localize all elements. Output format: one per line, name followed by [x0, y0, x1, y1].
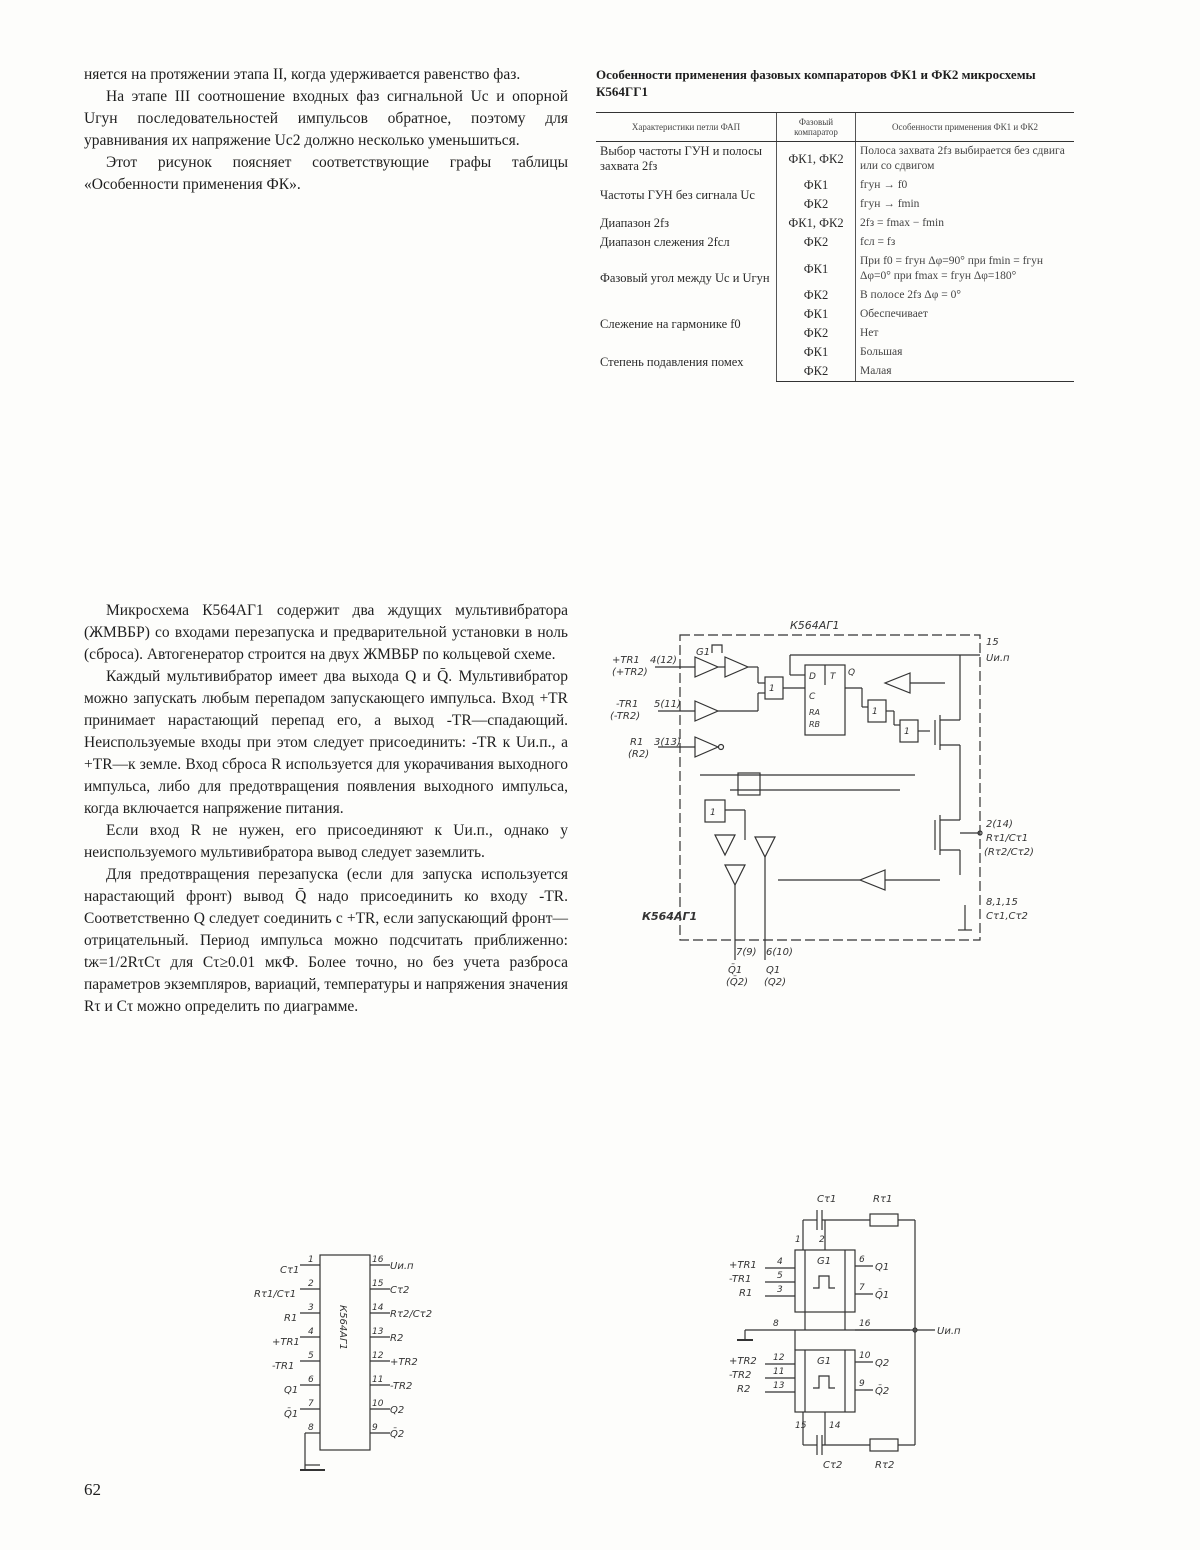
- label-cap: Cτ2: [823, 1460, 843, 1471]
- pin: [254, 1279, 320, 1300]
- label-input: (R2): [628, 749, 650, 760]
- svg-text:Uи.п: Uи.п: [390, 1261, 414, 1272]
- label-pin: 7(9): [736, 947, 757, 958]
- label-pin: 12: [773, 1353, 785, 1363]
- label-output: Q1: [875, 1262, 890, 1273]
- pin: [370, 1255, 414, 1272]
- label-pin: 6(10): [766, 947, 793, 958]
- svg-text:5: 5: [308, 1351, 314, 1361]
- pin: [284, 1399, 320, 1420]
- label-pin: 13: [773, 1381, 785, 1391]
- table-cell: Диапазон 2fз: [600, 216, 670, 230]
- label-output: Q̄2: [875, 1386, 890, 1397]
- table-header-row: [596, 113, 1074, 142]
- pin: [370, 1423, 404, 1440]
- label-output: Q̄1: [875, 1290, 890, 1301]
- table-row: [596, 252, 1074, 286]
- pinout-diagram: [250, 1245, 470, 1480]
- gate-label: 1: [872, 707, 878, 717]
- gate-label: 1: [904, 727, 910, 737]
- label-pin: 3(13): [654, 737, 681, 748]
- label-rc: Cτ1,Cτ2: [986, 911, 1028, 922]
- label-input: (-TR2): [610, 711, 641, 722]
- chip-body: [320, 1255, 370, 1450]
- label-pin: 7: [859, 1283, 865, 1293]
- label-output: Q̄1: [728, 965, 743, 976]
- label-pin: 8: [773, 1319, 779, 1329]
- label-cap: Cτ1: [817, 1194, 837, 1205]
- table-cell: ФК2: [777, 233, 856, 252]
- inverter-symbol: [860, 870, 885, 890]
- label-input: -TR1: [729, 1274, 752, 1285]
- svg-text:7: 7: [308, 1399, 314, 1409]
- pulse-icon: [813, 1276, 835, 1288]
- label-g1: G1: [817, 1356, 832, 1367]
- diagram-title: К564АГ1: [790, 619, 840, 632]
- pin: [305, 1423, 320, 1470]
- ff-label: Q: [848, 668, 856, 678]
- label-pin: 2(14): [986, 819, 1013, 830]
- label-input: +TR1: [729, 1260, 757, 1271]
- inverter-symbol: [725, 865, 745, 885]
- svg-text:Rτ1/Cτ1: Rτ1/Cτ1: [254, 1289, 297, 1300]
- svg-text:Q2: Q2: [390, 1405, 405, 1416]
- table-cell: Слежение на гармонике f0: [600, 316, 741, 331]
- label-output: (Q̄2): [726, 977, 749, 988]
- ff-label: C: [809, 692, 816, 702]
- pin: [284, 1375, 320, 1396]
- right-pins: [370, 1255, 432, 1440]
- text-block-top: [84, 64, 568, 196]
- pin: [370, 1303, 432, 1320]
- table-cell: Малая: [856, 362, 1075, 382]
- chip-label: К564АГ1: [337, 1305, 348, 1350]
- label-supply: Uи.п: [986, 653, 1010, 664]
- svg-text:13: 13: [372, 1327, 384, 1337]
- label-pin: 14: [829, 1421, 841, 1431]
- label-pin: 5: [777, 1271, 783, 1281]
- table-row: [596, 214, 1074, 233]
- table-cell: ФК2: [777, 324, 856, 343]
- block-diagram: [600, 615, 1080, 1000]
- label-pin: 16: [859, 1319, 871, 1329]
- table-cell: Диапазон слежения 2fсл: [600, 235, 730, 249]
- paragraph: Для предотвращения перезапуска (если для запуска используется нарастающий фронт) вывод Q̄ надо присоединить ко входу -TR. Соответственно Q следует соединить с +TR, если запускающий фронт—отрицательный. Период импульса можно подсчитать приближенно: tж=1/2RτCτ для Cτ≥0.01 мкФ. Более точно, но без учета разброса параметров экземпляров, вариаций, температуры и напряжения значения Rτ и Cτ можно определить по диаграмме.: [84, 866, 568, 1015]
- table-header: Особенности применения ФК1 и ФК2: [856, 113, 1075, 142]
- label-pin: 4(12): [650, 655, 677, 666]
- svg-text:14: 14: [372, 1303, 384, 1313]
- pin: [370, 1351, 418, 1368]
- pin: [370, 1375, 412, 1392]
- ff-label: T: [830, 672, 836, 682]
- buffer-symbol: [695, 701, 718, 721]
- pulse-icon: [712, 645, 722, 653]
- svg-text:Q̄2: Q̄2: [390, 1429, 405, 1440]
- pin: [370, 1399, 404, 1416]
- paragraph: Этот рисунок поясняет соответствующие графы таблицы «Особенности применения ФК».: [84, 154, 568, 193]
- inverter-symbol: [755, 837, 775, 857]
- table-cell: ФК1, ФК2: [777, 214, 856, 233]
- table-cell: В полосе 2fз Δφ = 0°: [856, 286, 1075, 305]
- features-table: [596, 112, 1074, 382]
- buffer-symbol: [695, 657, 718, 677]
- table-cell: fгун → f0: [856, 176, 1075, 195]
- label-pin: 9: [859, 1379, 865, 1389]
- svg-text:+TR1: +TR1: [272, 1337, 300, 1348]
- label-input: -TR2: [729, 1370, 752, 1381]
- table-cell: Выбор частоты ГУН и полосы захвата 2fз: [600, 144, 763, 173]
- table-row: [596, 142, 1074, 177]
- label-pin: 5(11): [654, 699, 681, 710]
- table-cell: Частоты ГУН без сигнала Uc: [600, 187, 755, 202]
- label-pin: 6: [859, 1255, 865, 1265]
- table-row: [596, 233, 1074, 252]
- svg-text:6: 6: [308, 1375, 314, 1385]
- svg-text:R1: R1: [284, 1313, 298, 1324]
- table-cell: При f0 = fгун Δφ=90° при fmin = fгун Δφ=0° при fmax = fгун Δφ=180°: [856, 252, 1075, 286]
- table-cell: ФК2: [777, 362, 856, 382]
- svg-text:Cτ1: Cτ1: [280, 1265, 300, 1276]
- table-cell: ФК1: [777, 176, 856, 195]
- svg-text:+TR2: +TR2: [390, 1357, 418, 1368]
- pin: [272, 1327, 320, 1348]
- resistor-symbol: [870, 1439, 898, 1451]
- label-g1: G1: [696, 647, 711, 658]
- label-input: R2: [737, 1384, 751, 1395]
- label-pin: 15: [986, 637, 999, 648]
- table-cell: ФК1: [777, 252, 856, 286]
- inverter-symbol: [715, 835, 735, 855]
- table-header: Фазовый компаратор: [777, 113, 856, 142]
- ff-label: RB: [809, 720, 821, 729]
- svg-text:1: 1: [308, 1255, 314, 1265]
- svg-text:12: 12: [372, 1351, 384, 1361]
- table-cell: ФК2: [777, 195, 856, 214]
- label-pin: 4: [777, 1257, 783, 1267]
- label-res: Rτ2: [875, 1460, 895, 1471]
- svg-text:16: 16: [372, 1255, 384, 1265]
- gate-label: 1: [710, 808, 716, 818]
- table-cell: ФК1: [777, 343, 856, 362]
- table-cell: Нет: [856, 324, 1075, 343]
- svg-text:Q1: Q1: [284, 1385, 299, 1396]
- svg-text:15: 15: [372, 1279, 384, 1289]
- table-cell: ФК1, ФК2: [777, 142, 856, 177]
- left-pins: [254, 1255, 320, 1470]
- buffer-symbol: [695, 737, 718, 757]
- text-block-middle: [84, 600, 568, 1018]
- label-output: Q2: [875, 1358, 890, 1369]
- resistor-symbol: [870, 1214, 898, 1226]
- label-pin: 1: [795, 1235, 801, 1245]
- svg-text:3: 3: [308, 1303, 314, 1313]
- label-pin: 8,1,15: [986, 897, 1018, 908]
- table-cell: fгун → fmin: [856, 195, 1075, 214]
- svg-text:11: 11: [372, 1375, 384, 1385]
- label-output: Q1: [766, 965, 781, 976]
- svg-text:4: 4: [308, 1327, 314, 1337]
- table-cell: Обеспечивает: [856, 305, 1075, 324]
- svg-text:-TR2: -TR2: [390, 1381, 413, 1392]
- label-output: (Q2): [764, 977, 787, 988]
- inverter-symbol: [885, 673, 910, 693]
- gate-label: 1: [769, 684, 775, 694]
- table-cell: Степень подавления помех: [600, 354, 744, 369]
- pin: [284, 1303, 320, 1324]
- pin: [370, 1279, 409, 1296]
- table-cell: Фазовый угол между Uc и Uгун: [600, 271, 770, 285]
- svg-text:8: 8: [308, 1423, 314, 1433]
- label-rc: (Rτ2/Cτ2): [984, 847, 1034, 858]
- label-supply: Uи.п: [937, 1326, 961, 1337]
- paragraph: Если вход R не нужен, его присоединяют к Uи.п., однако у неиспользуемого мультивибратора вывод следует заземлить.: [84, 822, 568, 861]
- label-pin: 15: [795, 1421, 807, 1431]
- svg-text:Rτ2/Cτ2: Rτ2/Cτ2: [390, 1309, 433, 1320]
- paragraph: На этапе III соотношение входных фаз сигнальной Uc и опорной Uгун последовательностей импульсов обратное, поэтому для уравнивания их напряжение Uc2 должно несколько уменьшиться.: [84, 88, 568, 149]
- ring-oscillator-diagram: [725, 1190, 990, 1475]
- paragraph: Каждый мультивибратор имеет два выхода Q и Q̄. Мультивибратор можно запускать любым перепадом запускающего импульса. Вход +TR принимает нарастающий перепад его, а выход -TR—спадающий. Неиспользуемые входы при этом следует присоединить: -TR к Uи.п., а +TR—к земле. Вход сброса R используется для укорачивания выходного импульса, либо для предотвращения появления выходного импульса, когда включается напряжение питания.: [84, 668, 568, 817]
- table-title: Особенности применения фазовых компараторов ФК1 и ФК2 микросхемы К564ГГ1: [596, 67, 1036, 99]
- table-cell: Полоса захвата 2fз выбирается без сдвига или со сдвигом: [856, 142, 1075, 177]
- table-cell: fсл = fз: [856, 233, 1075, 252]
- logic-gate: [738, 773, 760, 795]
- paragraph: Микросхема К564АГ1 содержит два ждущих мультивибратора (ЖМВБР) со входами перезапуска и предварительной установки в ноль (сброса). Автогенератор строится на двух ЖМВБР по кольцевой схеме.: [84, 602, 568, 663]
- table-cell: ФК1: [777, 305, 856, 324]
- label-res: Rτ1: [873, 1194, 893, 1205]
- label-g1: G1: [817, 1256, 832, 1267]
- ff-label: D: [809, 672, 816, 682]
- svg-text:10: 10: [372, 1399, 384, 1409]
- pin: [280, 1255, 320, 1276]
- table-cell: Большая: [856, 343, 1075, 362]
- label-input: R1: [630, 737, 644, 748]
- label-input: +TR1: [612, 655, 640, 666]
- table-header: Характеристики петли ФАП: [596, 113, 777, 142]
- label-pin: 2: [819, 1235, 825, 1245]
- buffer-symbol: [725, 657, 748, 677]
- svg-text:Q̄1: Q̄1: [284, 1409, 299, 1420]
- pulse-icon: [813, 1376, 835, 1388]
- pin: [272, 1351, 320, 1372]
- label-input: R1: [739, 1288, 753, 1299]
- table-cell: 2fз = fmax − fmin: [856, 214, 1075, 233]
- ff-label: RA: [809, 708, 821, 717]
- label-rc: Rτ1/Cτ1: [986, 833, 1029, 844]
- table-row: [596, 176, 1074, 195]
- table-cell: ФК2: [777, 286, 856, 305]
- diagram-subtitle: К564АГ1: [642, 910, 698, 923]
- label-input: +TR2: [729, 1356, 757, 1367]
- pin: [370, 1327, 403, 1344]
- label-pin: 10: [859, 1351, 871, 1361]
- paragraph: няется на протяжении этапа II, когда удерживается равенство фаз.: [84, 66, 521, 83]
- svg-text:9: 9: [372, 1423, 378, 1433]
- table-row: [596, 305, 1074, 324]
- svg-text:Cτ2: Cτ2: [390, 1285, 410, 1296]
- label-input: -TR1: [616, 699, 639, 710]
- svg-text:R2: R2: [390, 1333, 404, 1344]
- label-pin: 11: [773, 1367, 785, 1377]
- table-row: [596, 343, 1074, 362]
- svg-text:-TR1: -TR1: [272, 1361, 295, 1372]
- page-number: 62: [84, 1480, 101, 1499]
- label-pin: 3: [777, 1285, 783, 1295]
- svg-text:2: 2: [308, 1279, 314, 1289]
- label-input: (+TR2): [612, 667, 648, 678]
